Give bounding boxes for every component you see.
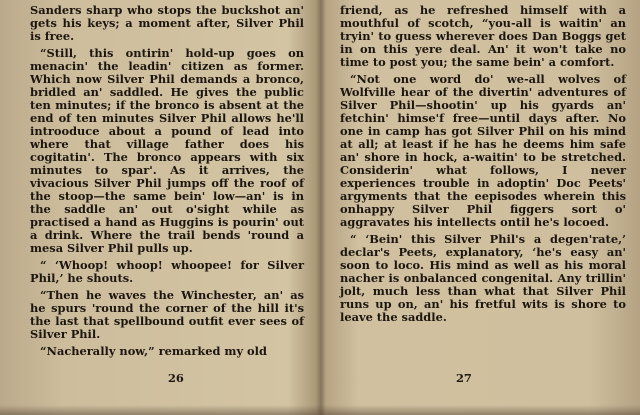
right-paragraph-3: “ ‘Bein' this Silver Phil's a degen'rate,’ declar's Peets, explanatory, ‘he's easy an' soon to loco. His mind as well as his moral nacher is onbalanced congenital. Any trillin' jolt, much less than what that Silver Phil runs up on, an' his fretful wits is shore to leave the saddle. — [340, 232, 626, 324]
left-paragraph-2: “Still, this ontirin' hold-up goes on menacin' the leadin' citizen as former. Which now Silver Phil demands a bronco, bridled an' saddled. He gives the public ten minutes; if the bronco is absent at the end of ten minutes Silver Phil allows he'll introoduce about a pound of lead into where that village father does his cogitatin'. The bronco appears with six minutes to spar'. As it arrives, the vivacious Silver Phil jumps off the roof of the stoop—the same bein' low—an' is in the saddle an' out o'sight while as practised a hand as Huggins is pourin' out a drink. Where the trail bends 'round a mesa Silver Phil pulls up. — [30, 46, 304, 255]
left-page — [0, 0, 318, 415]
right-page — [322, 0, 640, 415]
page-bottom-edge — [0, 405, 640, 415]
left-paragraph-5: “Nacherally now,” remarked my old — [40, 344, 267, 358]
left-paragraph-3: “ ‘Whoop! whoop! whoopee! for Silver Phil,’ he shouts. — [30, 258, 304, 285]
left-paragraph-4: “Then he waves the Winchester, an' as he spurs 'round the corner of the hill it's the last that spellbound outfit ever sees of Silver Phil. — [30, 288, 304, 341]
left-paragraph-1: Sanders sharp who stops the buckshot an' gets his keys; a moment after, Silver Phil is free. — [30, 3, 304, 43]
right-paragraph-2: “Not one word do' we-all wolves of Wolfville hear of the divertin' adventures of Silver Phil—shootin' up his gyards an' fetchin' himse'f free—until days after. No one in camp has got Silver Phil on his mind at all; at least if he has he deems him safe an' shore in hock, a-waitin' to be stretched. Considerin' what follows, I never experiences trouble in adoptin' Doc Peets' argyments that the eepisodes wherein this onhappy Silver Phil figgers sort o' aggravates his intellects ontil he's locoed. — [340, 72, 626, 229]
right-paragraph-1: friend, as he refreshed himself with a mouthful of scotch, “you-all is waitin' an tryin' to guess wherever does Dan Boggs get in on this yere deal. An' it won't take no time to post you; the same bein' a comfort. — [340, 3, 626, 69]
page-number-left: 26 — [168, 371, 184, 385]
page-number-right: 27 — [456, 371, 472, 385]
